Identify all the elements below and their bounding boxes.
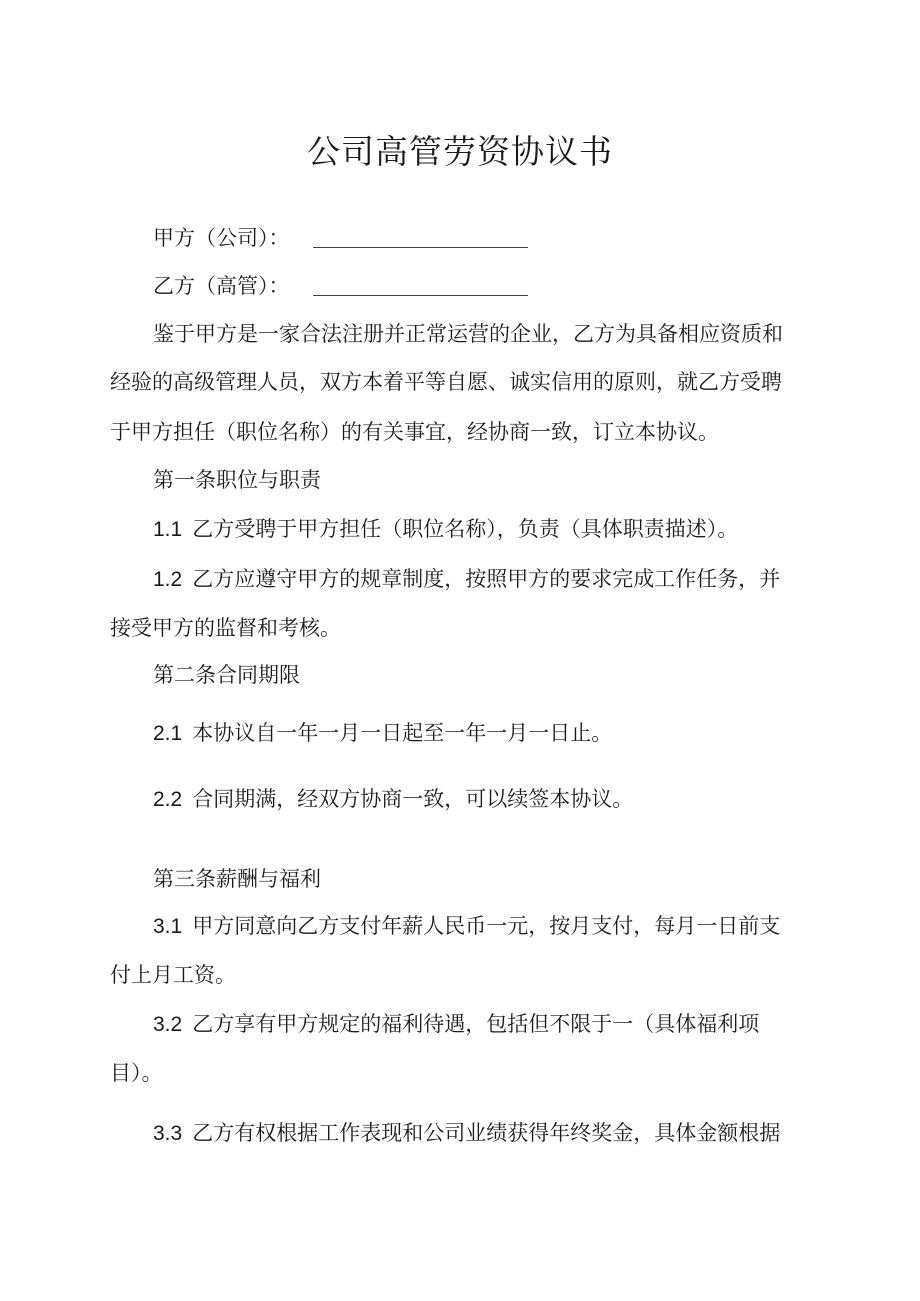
- clause-text: 乙方应遵守甲方的规章制度，按照甲方的要求完成工作任务，并: [192, 567, 781, 591]
- party-a-label: 甲方（公司）：: [153, 226, 290, 250]
- clause-3-2-continued: 目）。: [110, 1061, 163, 1085]
- document-title: 公司高管劳资协议书: [307, 132, 613, 171]
- party-a-blank: [313, 247, 528, 248]
- clause-text: 乙方受聘于甲方担任（职位名称），负责（具体职责描述）。: [192, 517, 739, 541]
- clause-1-1: [153, 513, 853, 546]
- article-1-heading: 第一条职位与职责: [153, 468, 321, 492]
- clause-2-1: [153, 717, 853, 750]
- clause-text: 合同期满，经双方协商一致，可以续签本协议。: [192, 787, 634, 811]
- clause-text: 甲方同意向乙方支付年薪人民币一元，按月支付，每月一日前支: [192, 914, 781, 938]
- clause-text: 乙方享有甲方规定的福利待遇，包括但不限于一（具体福利项: [192, 1012, 760, 1036]
- article-2-heading: 第二条合同期限: [153, 663, 300, 687]
- party-b-label: 乙方（高管）：: [153, 274, 290, 298]
- clause-number: 2.2: [153, 788, 183, 811]
- clause-number: 3.2: [153, 1013, 183, 1036]
- party-b-line: [153, 270, 853, 302]
- clause-text: 本协议自一年一月一日起至一年一月一日止。: [192, 721, 613, 745]
- party-b-blank: [313, 295, 528, 296]
- clause-1-2: [153, 563, 853, 596]
- clause-3-1: [153, 910, 853, 943]
- party-a-line: [153, 222, 853, 254]
- clause-number: 2.1: [153, 722, 183, 745]
- clause-3-1-continued: 付上月工资。: [110, 963, 236, 987]
- clause-2-2: [153, 783, 853, 816]
- preamble-line: 鉴于甲方是一家合法注册并正常运营的企业，乙方为具备相应资质和: [153, 322, 783, 346]
- preamble-line: 于甲方担任（职位名称）的有关事宜，经协商一致，订立本协议。: [110, 420, 719, 444]
- clause-text: 乙方有权根据工作表现和公司业绩获得年终奖金，具体金额根据: [192, 1121, 781, 1145]
- clause-3-3: [153, 1117, 853, 1150]
- clause-3-2: [153, 1008, 853, 1041]
- clause-number: 1.2: [153, 568, 183, 591]
- clause-number: 3.1: [153, 915, 183, 938]
- article-3-heading: 第三条薪酬与福利: [153, 867, 321, 891]
- clause-1-2-continued: 接受甲方的监督和考核。: [110, 616, 341, 640]
- clause-number: 1.1: [153, 518, 183, 541]
- preamble-line: 经验的高级管理人员，双方本着平等自愿、诚实信用的原则，就乙方受聘: [110, 370, 782, 394]
- clause-number: 3.3: [153, 1122, 183, 1145]
